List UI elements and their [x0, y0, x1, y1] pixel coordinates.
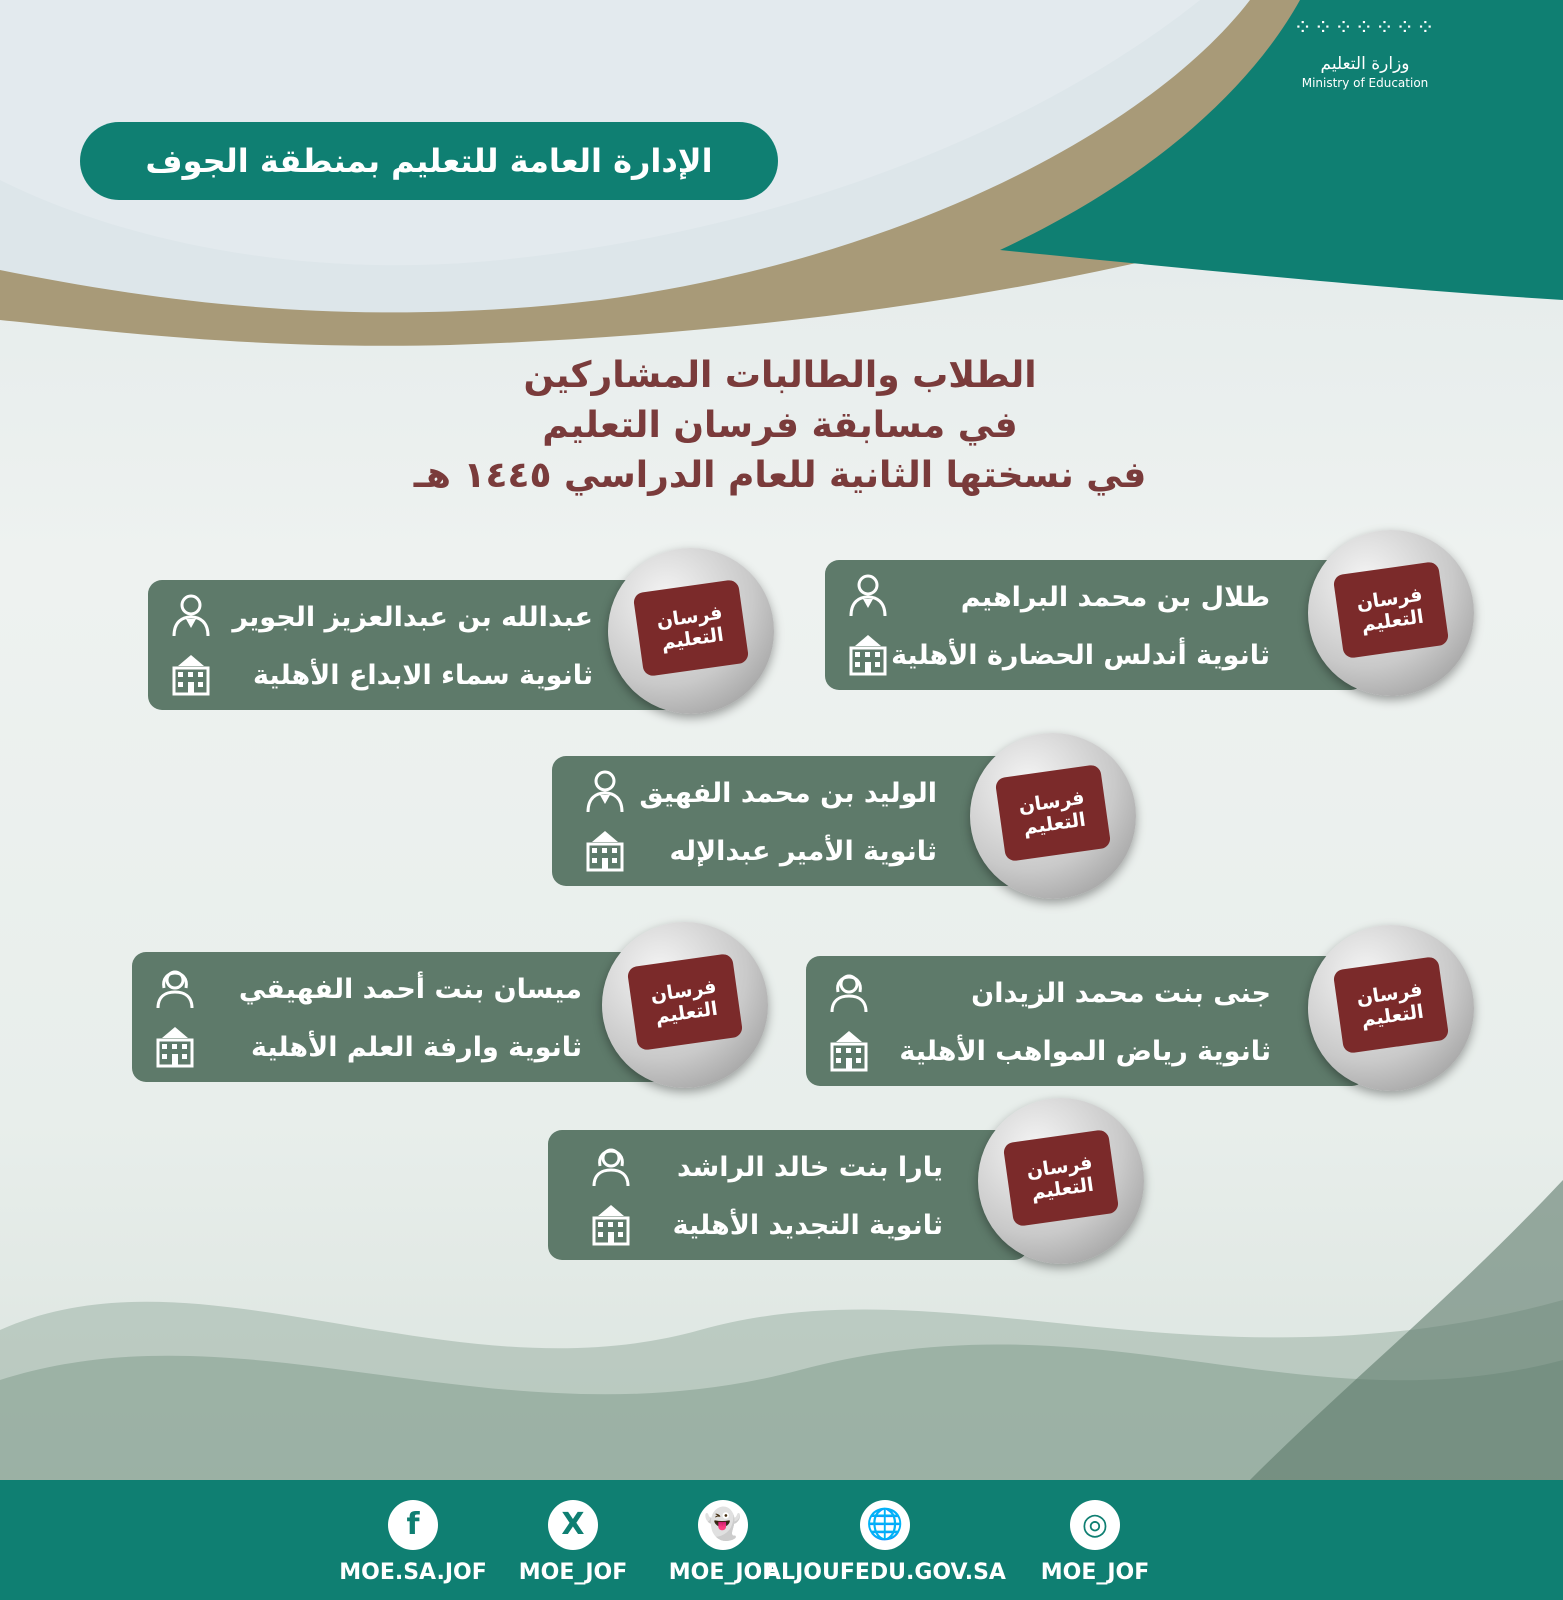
- school-icon: [152, 1024, 198, 1070]
- participant-school: ثانوية التجديد الأهلية: [672, 1210, 943, 1241]
- participant-name: عبدالله بن عبدالعزيز الجوير: [232, 602, 593, 633]
- participant-card: [825, 560, 1365, 690]
- participant-school: ثانوية سماء الابداع الأهلية: [253, 660, 593, 691]
- participant-school: ثانوية رياض المواهب الأهلية: [899, 1036, 1271, 1067]
- fursan-badge-icon: [608, 548, 774, 714]
- headline-line-1: الطلاب والطالبات المشاركين: [523, 355, 1037, 396]
- school-icon: [588, 1202, 634, 1248]
- social-label[interactable]: ALJOUFEDU.GOV.SA: [764, 1560, 1006, 1585]
- snapchat-icon[interactable]: 👻: [698, 1500, 748, 1550]
- badge-text: فرسان التعليم: [1333, 561, 1450, 659]
- social-label[interactable]: MOE_JOF: [518, 1560, 628, 1585]
- fursan-badge-icon: [978, 1098, 1144, 1264]
- participant-name: جنى بنت محمد الزيدان: [971, 978, 1271, 1009]
- social-label[interactable]: MOE.SA.JOF: [339, 1560, 487, 1585]
- male-person-icon: [582, 768, 628, 814]
- participant-name: طلال بن محمد البراهيم: [960, 582, 1270, 613]
- social-label[interactable]: MOE_JOF: [1040, 1560, 1150, 1585]
- ministry-logo: [1275, 18, 1455, 90]
- social-link-globe[interactable]: [760, 1500, 1010, 1585]
- social-label[interactable]: MOE_JOF: [668, 1560, 778, 1585]
- male-person-icon: [845, 572, 891, 618]
- badge-text: فرسان التعليم: [1003, 1129, 1120, 1227]
- female-person-icon: [826, 968, 872, 1014]
- fursan-badge-icon: [1308, 530, 1474, 696]
- badge-text: فرسان التعليم: [1333, 956, 1450, 1054]
- headline-line-3: في نسختها الثانية للعام الدراسي ١٤٤٥ هـ: [413, 455, 1147, 496]
- participant-name: الوليد بن محمد الفهيق: [639, 778, 937, 809]
- school-icon: [582, 828, 628, 874]
- logo-dots-icon: ⁘⁘⁘⁘⁘⁘⁘: [1293, 16, 1437, 41]
- x-icon[interactable]: X: [548, 1500, 598, 1550]
- participant-card: [148, 580, 688, 710]
- participant-card: [548, 1130, 1028, 1260]
- facebook-icon[interactable]: f: [388, 1500, 438, 1550]
- participant-school: ثانوية الأمير عبدالإله: [669, 836, 937, 867]
- female-person-icon: [152, 964, 198, 1010]
- social-link-instagram[interactable]: [1000, 1500, 1190, 1585]
- badge-text: فرسان التعليم: [995, 764, 1112, 862]
- globe-icon[interactable]: 🌐: [860, 1500, 910, 1550]
- badge-text: فرسان التعليم: [627, 953, 744, 1051]
- school-icon: [168, 652, 214, 698]
- logo-arabic: وزارة التعليم: [1320, 54, 1410, 74]
- participant-name: يارا بنت خالد الراشد: [677, 1152, 943, 1183]
- department-title: الإدارة العامة للتعليم بمنطقة الجوف: [80, 122, 778, 200]
- participant-school: ثانوية وارفة العلم الأهلية: [250, 1032, 582, 1063]
- instagram-icon[interactable]: ◎: [1070, 1500, 1120, 1550]
- participant-card: [552, 756, 1022, 886]
- participant-name: ميسان بنت أحمد الفهيقي: [238, 974, 582, 1005]
- female-person-icon: [588, 1142, 634, 1188]
- headline-line-2: في مسابقة فرسان التعليم: [542, 405, 1018, 446]
- participant-school: ثانوية أندلس الحضارة الأهلية: [891, 640, 1270, 671]
- school-icon: [845, 632, 891, 678]
- logo-english: Ministry of Education: [1301, 76, 1429, 90]
- participant-card: [806, 956, 1366, 1086]
- badge-text: فرسان التعليم: [633, 579, 750, 677]
- fursan-badge-icon: [1308, 925, 1474, 1091]
- fursan-badge-icon: [970, 733, 1136, 899]
- male-person-icon: [168, 592, 214, 638]
- school-icon: [826, 1028, 872, 1074]
- fursan-badge-icon: [602, 922, 768, 1088]
